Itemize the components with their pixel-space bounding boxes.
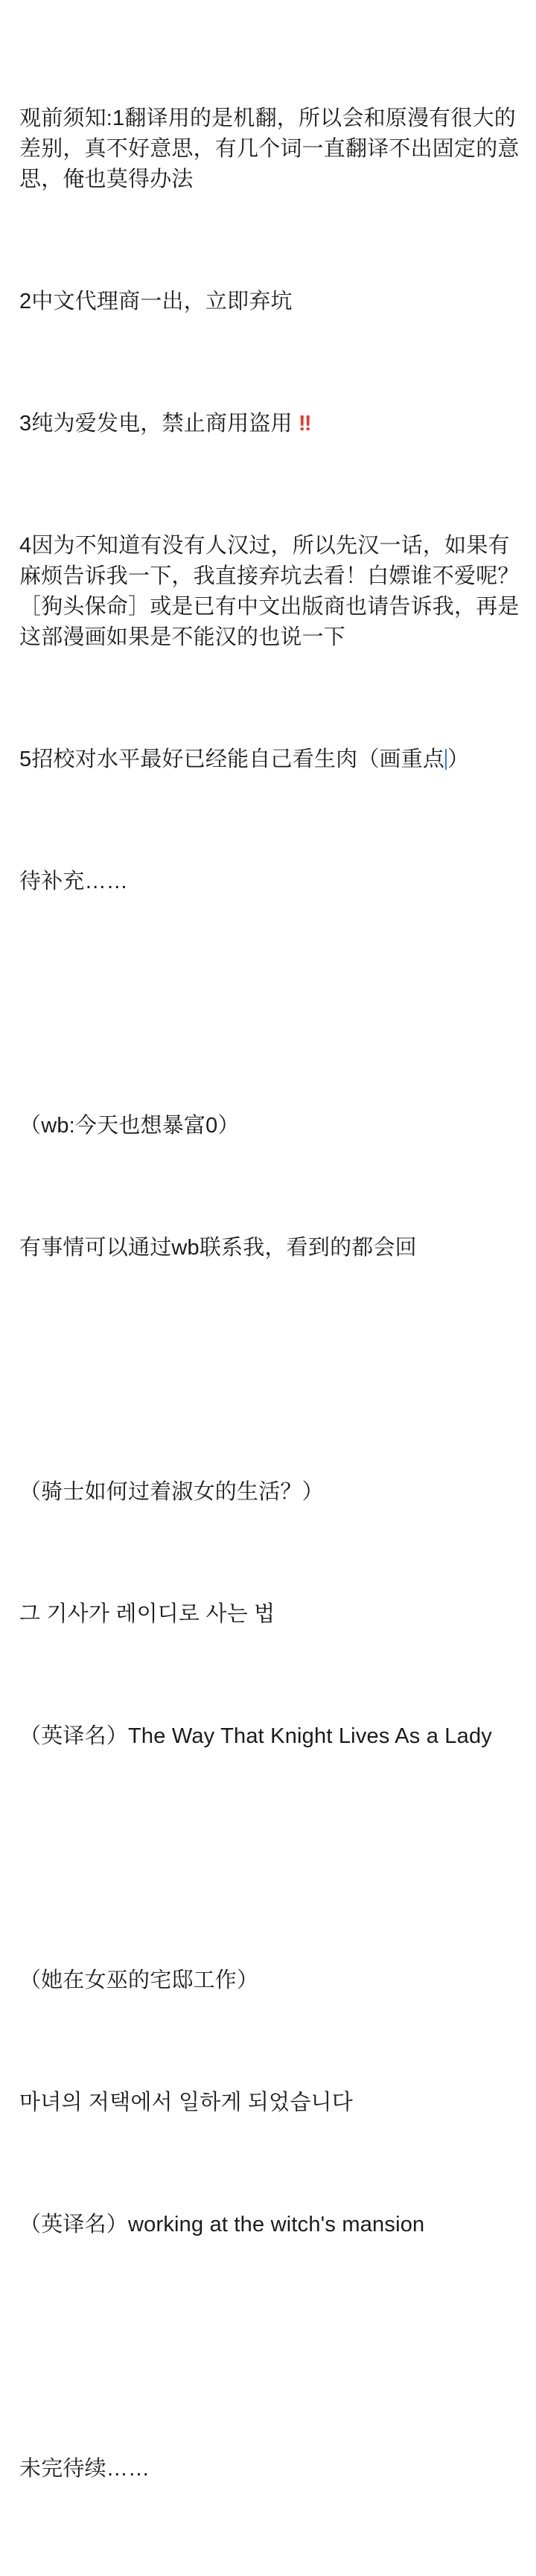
notice-line-1: 观前须知:1翻译用的是机翻，所以会和原漫有很大的差别，真不好意思，有几个词一直翻译不出固定的意思，俺也莫得办法 xyxy=(19,106,520,191)
weibo-contact-line: 有事情可以通过wb联系我，看到的都会回 xyxy=(19,1236,417,1260)
notice-line-3-text: 3纯为爱发电，禁止商用盗用 xyxy=(19,412,299,436)
title-two-chinese: （她在女巫的宅邸工作） xyxy=(19,1968,259,1992)
document-body[interactable] xyxy=(19,12,521,2576)
double-exclamation-icon: ‼ xyxy=(299,412,311,436)
notice-line-5-text: 5招校对水平最好已经能自己看生肉（画重点 xyxy=(19,747,445,771)
spacer-3 xyxy=(19,1843,521,1874)
title-one-korean: 그 기사가 레이디로 사는 법 xyxy=(19,1602,275,1626)
notice-line-3 xyxy=(19,409,521,439)
notice-line-5-close: ） xyxy=(447,747,470,771)
weibo-handle-line: （wb:今天也想暴富0） xyxy=(19,1114,240,1138)
title-two-korean: 마녀의 저택에서 일하게 되었습니다 xyxy=(19,2091,353,2114)
footer-line: 未完待续…… xyxy=(19,2457,150,2481)
notice-line-4: 4因为不知道有没有人汉过，所以先汉一话，如果有麻烦告诉我一下，我直接弃坑去看！白嫖谁不爱呢？［狗头保命］或是已有中文出版商也请告诉我，再是这部漫画如果是不能汉的也说一下 xyxy=(19,534,520,649)
notice-line-6: 待补充…… xyxy=(19,870,129,893)
spacer-4 xyxy=(19,2332,521,2362)
text-cursor xyxy=(445,749,447,770)
spacer-2 xyxy=(19,1355,521,1386)
title-two-english: （英译名）working at the witch's mansion xyxy=(19,2213,425,2237)
title-one-chinese: （骑士如何过着淑女的生活？） xyxy=(19,1480,324,1504)
spacer-1 xyxy=(19,989,521,1019)
title-one-english: （英译名）The Way That Knight Lives As a Lady xyxy=(19,1724,492,1748)
notice-line-2: 2中文代理商一出，立即弃坑 xyxy=(19,290,293,313)
notice-line-5 xyxy=(19,745,521,775)
